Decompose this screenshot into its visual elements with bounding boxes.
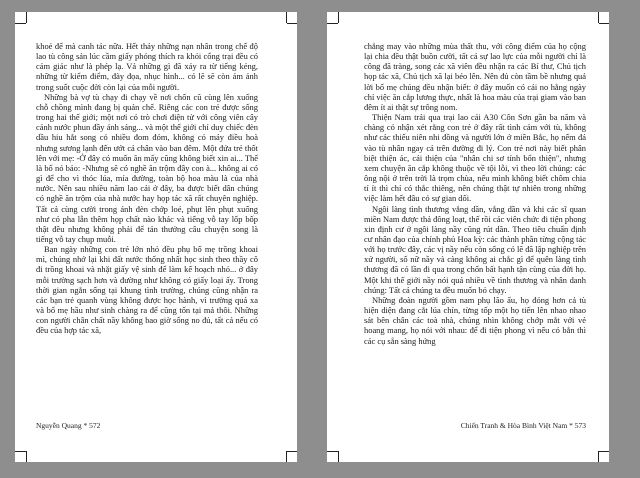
right-page-text: [364, 41, 586, 346]
crop-mark: [338, 12, 339, 23]
crop-mark: [26, 12, 27, 23]
left-page: [15, 12, 297, 462]
right-page: [327, 12, 609, 462]
left-page-text: [36, 41, 258, 336]
crop-mark: [598, 451, 599, 462]
crop-mark: [598, 12, 599, 23]
crop-mark: [599, 23, 609, 24]
crop-mark: [286, 12, 287, 23]
left-page-footer: Nguyễn Quang * 572: [36, 421, 101, 430]
crop-mark: [599, 451, 609, 452]
paragraph: Thiện Nam trải qua trại lao cải A30 Côn Sơn gần ba năm và chàng có nhận xét rằng con trẻ ở đây rất tình cảm với tù, không như các thiếu niên nhi đồng và người lớn ở miền Bắc, họ nếm đá vào tù nhân ngay cả trên đường đi lý. Con trẻ nơi này biết phân biệt thiện ác, cái thiện của "nhân chi sơ tính bổn thiện", nhưng xem chuyện ăn cắp không thuộc về tội lỗi, vì theo lời chúng: các ông nội ở trên trời là trọm chùa, nếu mình không biết chôm chia tí ít thì chỉ có thắc thiêng, nên chúng thật tự nhiên trong những việc làm hết đâu có sự gian dối.: [364, 112, 586, 204]
crop-mark: [287, 23, 297, 24]
paragraph: Những bà vợ tù chạy đi chạy về nơi chốn cũ cùng lên xuống chỗ chồng mình đang bị quản chế. Riêng các con trẻ được sống trong hai thế giới; một nơi có trò chơi điện tử với công viên cây cảnh nước phun đầy ánh sáng... và một thế giới chỉ duy chiếc đèn dầu hiu hắt song có nhiều đom đóm, không có máy điều hoà nhưng sương lạnh đến ướt cả chân vào ban đêm. Một đứa trẻ thốt lên với mẹ: -Ở đây có muốn ăn mấy cũng không biết xin ai... Thế là bố nó bảo: -Nhưng sẽ có nghề ăn trộm đây con à... không ai có gì để cho vì thóc lúa, mía đường, toàn bộ hoa màu là của nhà nước. Nên sau nhiều năm lao cải ở đây, ba được biết dân chúng có nghề ăn trộm của nhà nước hay họp tác xã rất chuyên nghiệp. Tất cả cùng cười trong ánh đèn chớp loé, phụt lên phụt xuống như có pha lẫn thêm họp chất nào khác và tiếng vỗ tay lốp bốp thật đều nhưng không phải để tán thưởng câu chuyện song là tiếng vỗ tay chụp muỗi.: [36, 91, 258, 244]
crop-mark: [327, 451, 338, 452]
crop-mark: [327, 23, 338, 24]
crop-mark: [287, 451, 297, 452]
right-page-footer: Chiến Tranh & Hòa Bình Việt Nam * 573: [460, 421, 586, 430]
paragraph: chẳng may vào những mùa thất thu, với công điểm của họ cộng lại chia đều thật buồn cười, tất cả sự lao lực của mỗi người chỉ là công đã tràng, song các xã viên đều nhận ra các Bí thư, Chủ tịch họp tác xã, Chủ tịch xã lại béo lên. Nên đủ còn tầm bề nhưng quả lời bố mẹ chúng đều nhận biết: ở đây muốn có cái no hằng ngày chỉ việc ăn cắp lương thực, nhất là hoa màu của trại giam vào ban đêm ít ai thật sự trông nom.: [364, 41, 586, 112]
crop-mark: [15, 451, 26, 452]
paragraph: khoẻ để mà canh tác nữa. Hết thảy những nạn nhân trong chế độ lao tù công sản lúc cầm giấy phóng thích ra khỏi cổng trại đều có cảm giác như là phép lạ. Vả những gì đã xảy ra từ tiếng kẻng, những từ kiểm điểm, đày đọa, nhục hình... có lẽ sẽ còn ám ảnh trong suốt cuộc đời còn lại của mỗi người.: [36, 41, 258, 92]
crop-mark: [26, 451, 27, 462]
paragraph: Ban ngày những con trẻ lớn nhỏ đều phụ bố mẹ trồng khoai mì, chúng nhớ lại khi đất nước thống nhất học sinh theo thầy cô đi trồng khoai và nhặt giấy vệ sinh để làm kế hoạch nhỏ... ở đây mỗi trường sạch hơn và đường như không có giấy loại ấy. Trong thời gian ngắn sống tại khung tình trường, chúng cũng nhận ra các bạn trẻ quanh vùng không được học hành, vì trường quá xa và bố mẹ hầu như sinh chàng ra để cũng tốn tại mả thôi. Những con người chân chất nầy không bao giờ sống no đủ, tất cả nếu có đều của hợp tác xã,: [36, 244, 258, 336]
crop-mark: [286, 451, 287, 462]
crop-mark: [15, 23, 26, 24]
paragraph: Những đoàn người gồm nam phụ lão ấu, họ đóng hơn cả tù hiện diện đang cắt lúa chín, từng tốp một họ tiến lên nhao nhao sát bên chân các toà nhà, chúng nhìn không chớp mắt với vẻ hoang mang, họ nói với nhau: để đi tiện phong vì nếu có bắn thì các cụ sẵn sàng hứng: [364, 294, 586, 346]
paragraph: Ngôi làng tình thương vắng dần, vắng dần và khi các sĩ quan miền Nam được thả đông loạt, thế rồi các viên chức đi tiện phong xin định cư ở ngôi làng nầy cũng rút dần. Theo tiêu chuẩn định cư nhân đạo của chính phủ Hoa kỳ: các thành phần từng cộng tác với họ trước đây, các vị nầy nếu còn sống có lẽ đã lập nghiệp trên xứ người, số nữ nầy và càng không ai chắc gì để quên làng tình thương đã có lần đi qua trong chốn bất hạnh tận cùng của đời họ. Một khi thế giới nầy nói quá nhiều về tình thương và nhân danh chúng: Tất cả chúng ta đều muốn bỏ chạy.: [364, 203, 586, 295]
crop-mark: [338, 451, 339, 462]
